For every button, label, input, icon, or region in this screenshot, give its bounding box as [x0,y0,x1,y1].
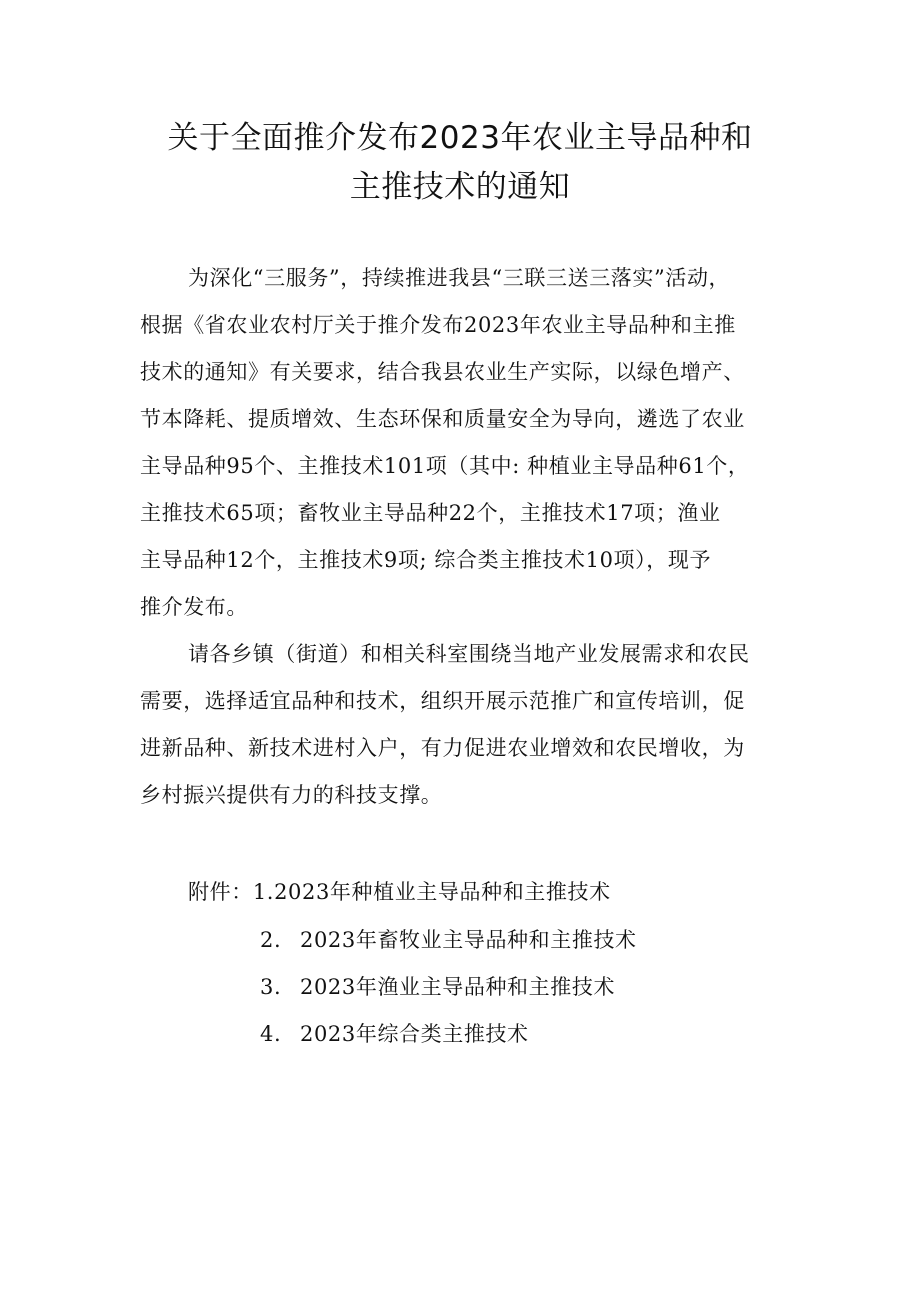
paragraph-2-line: 请各乡镇（街道）和相关科室围绕当地产业发展需求和农民 [188,642,750,666]
paragraph-2-line: 进新品种、新技术进村入户，有力促进农业增效和农民增收，为 [140,736,745,760]
attachment-item [260,1018,529,1048]
paragraph-2-line: 乡村振兴提供有力的科技支撑。 [140,783,443,807]
paragraph-2-line: 需要，选择适宜品种和技术，组织开展示范推广和宣传培训，促 [140,689,745,713]
paragraph-1-line: 根据《省农业农村厅关于推介发布2023年农业主导品种和主推 [140,313,736,337]
paragraph-1-line: 主推技术65项；畜牧业主导品种22个，主推技术17项；渔业 [140,501,721,525]
paragraph-1-line: 为深化“三服务”，持续推进我县“三联三送三落实”活动， [188,266,731,290]
attachment-number: 1. [252,880,275,904]
attachment-number: 3. [260,975,282,999]
attachment-title: 2023年畜牧业主导品种和主推技术 [300,928,637,952]
attachment-item [260,924,637,954]
paragraph-1-line: 技术的通知》有关要求，结合我县农业生产实际，以绿色增产、 [140,360,745,384]
attachment-title: 2023年综合类主推技术 [300,1022,529,1046]
document-title-line-1: 关于全面推介发布2023年农业主导品种和 [167,120,753,156]
attachment-title: 2023年种植业主导品种和主推技术 [274,880,611,904]
attachment-number: 2. [260,928,282,952]
attachment-item [188,876,611,906]
attachment-number: 4. [260,1022,282,1046]
paragraph-1-line: 主导品种12个，主推技术9项; 综合类主推技术10项），现予 [140,548,712,572]
attachment-title: 2023年渔业主导品种和主推技术 [300,975,616,999]
paragraph-1-line: 推介发布。 [140,595,248,619]
paragraph-1-line: 主导品种95个、主推技术101项（其中: 种植业主导品种61个， [140,454,750,478]
paragraph-1-line: 节本降耗、提质增效、生态环保和质量安全为导向，遴选了农业 [140,407,745,431]
document-title-line-2: 主推技术的通知 [349,169,571,205]
attachment-item [260,971,615,1001]
attachments-label: 附件： [188,880,253,904]
